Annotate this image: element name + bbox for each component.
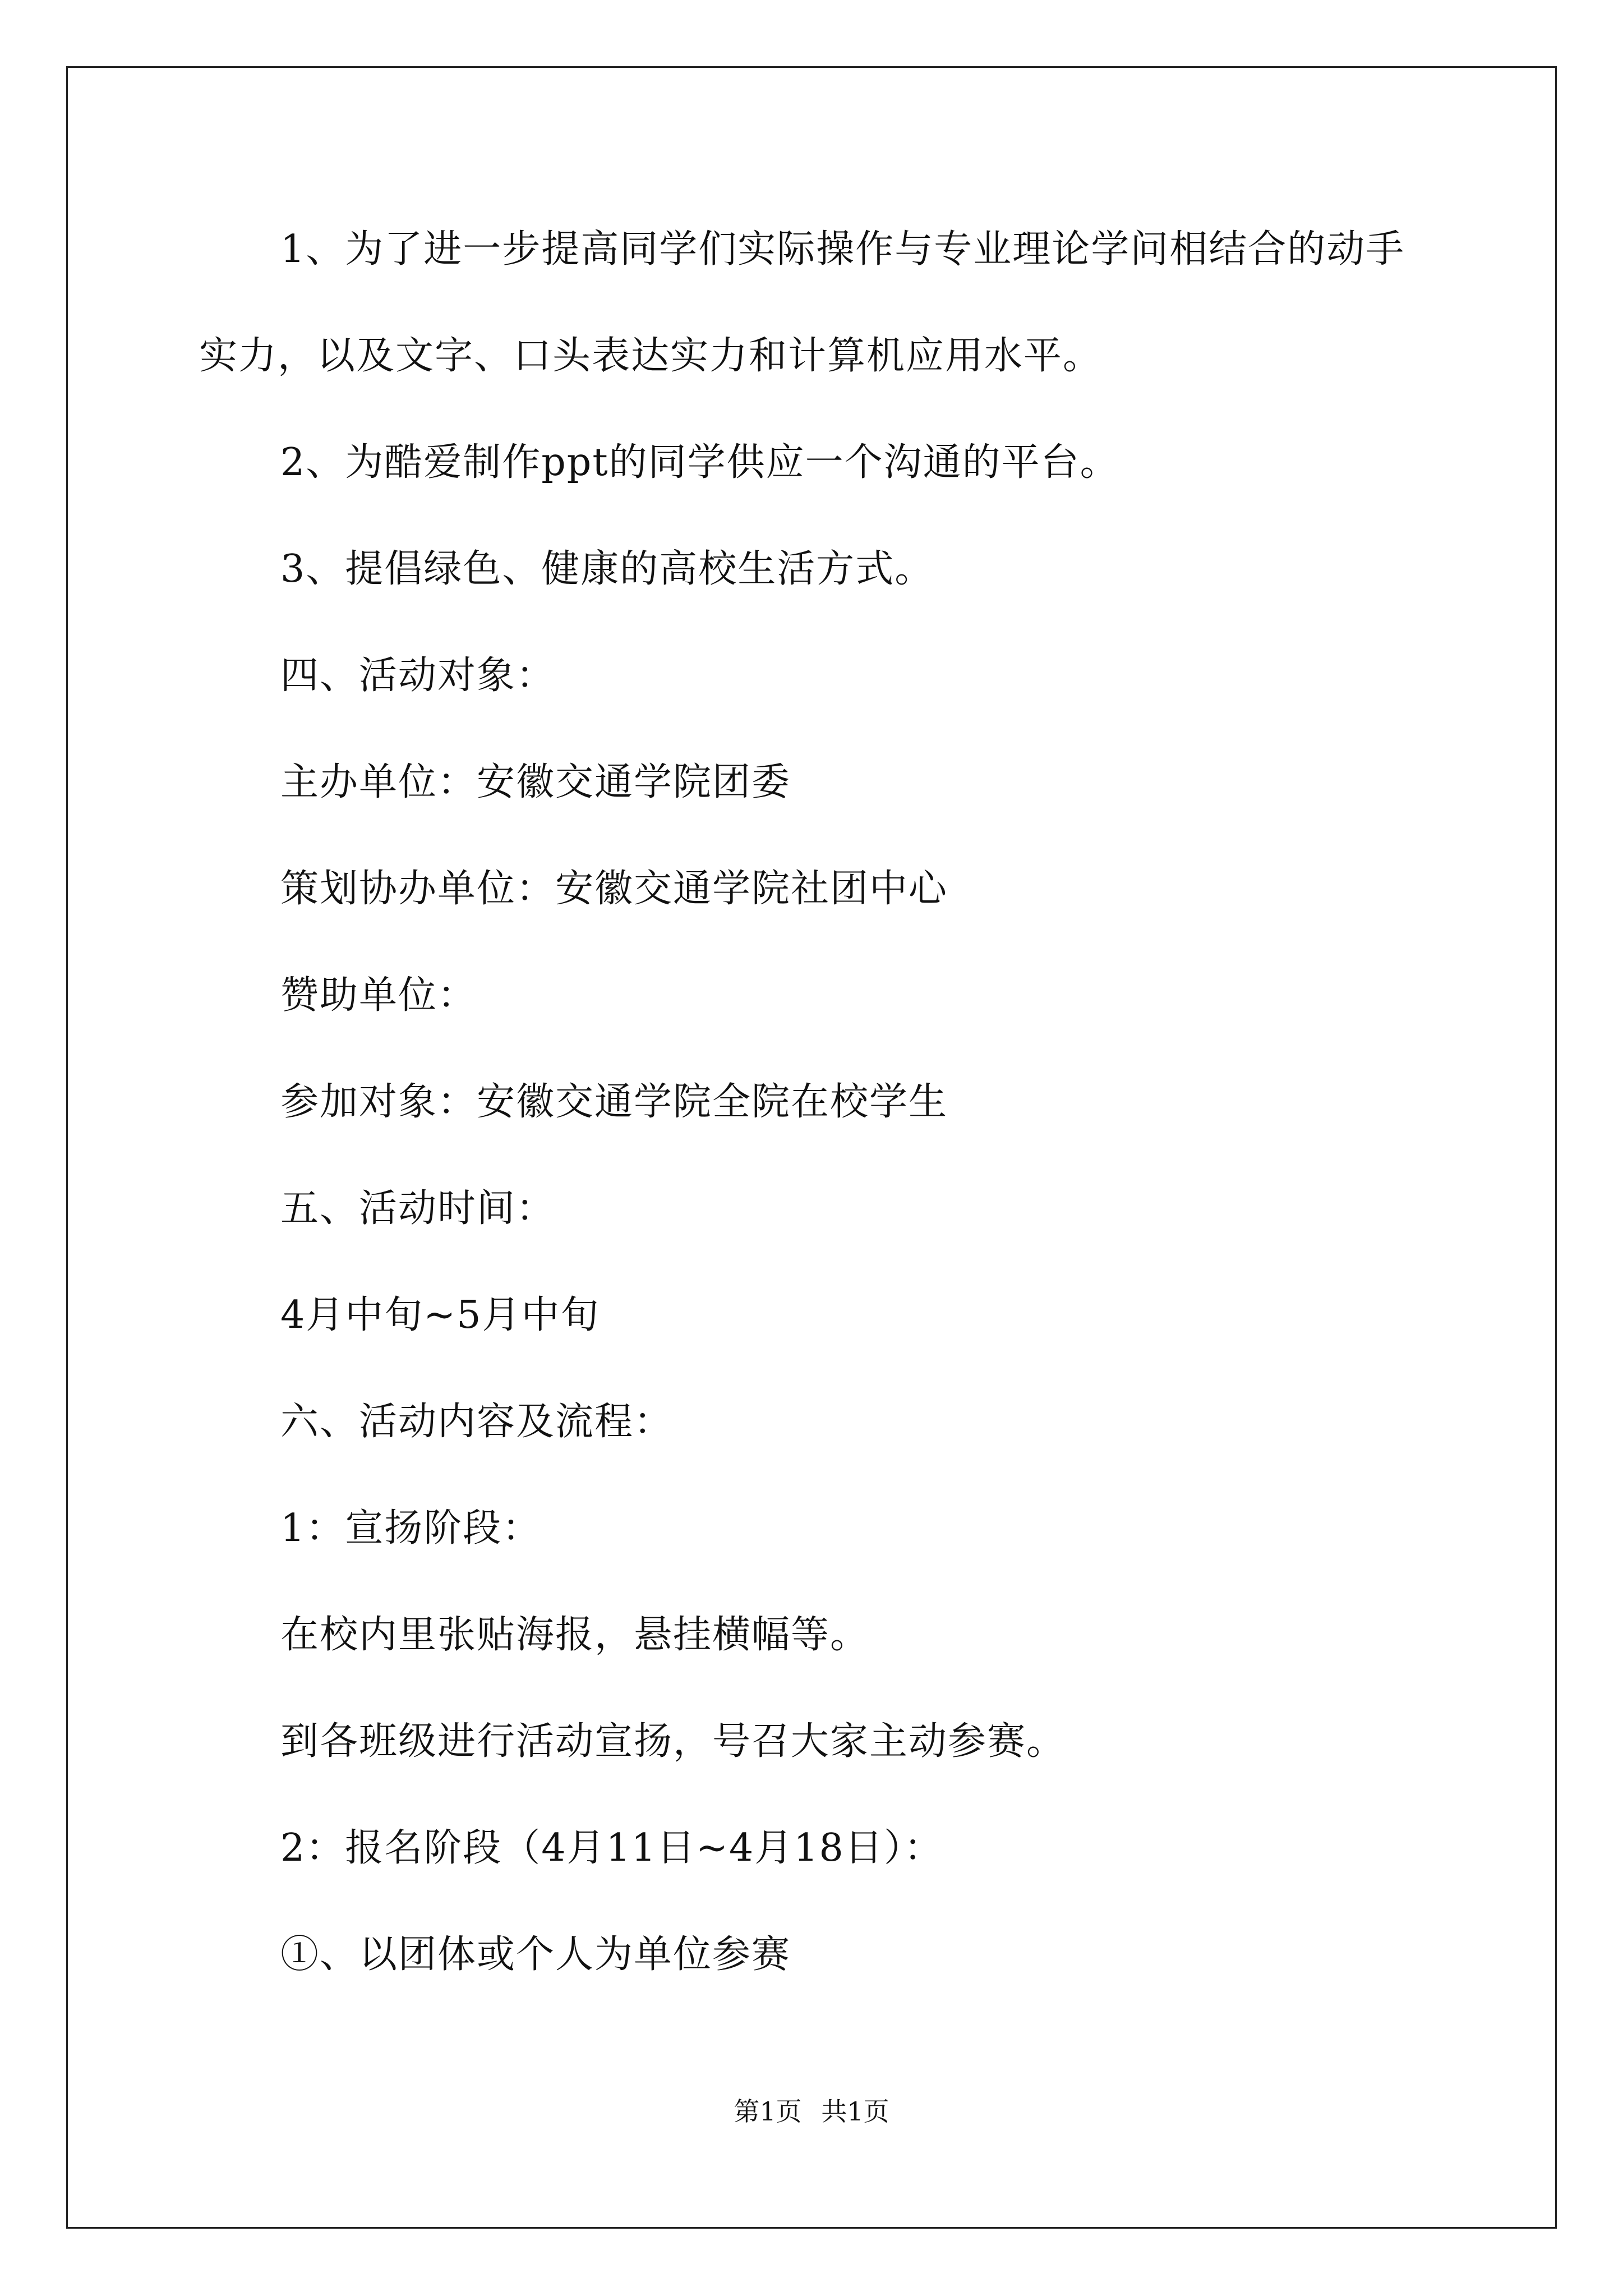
time-line: 4月中旬~5月中旬 [280,1293,600,1337]
stage-2-heading: 2：报名阶段（4月11日~4月18日）： [280,1826,943,1870]
stage-1-heading: 1：宣扬阶段： [280,1506,542,1550]
stage-2-item-1: ①、以团体或个人为单位参赛 [280,1932,791,1977]
paragraph-2: 2、为酷爱制作ppt的同学供应一个沟通的平台。 [280,440,1119,485]
participants-line: 参加对象：安徽交通学院全院在校学生 [280,1080,948,1124]
stage-1-item-1: 在校内里张贴海报，悬挂横幅等。 [280,1613,870,1657]
page-footer [0,2096,1623,2127]
paragraph-1-continued: 实力，以及文字、口头表达实力和计算机应用水平。 [199,334,1103,378]
paragraph-1: 1、为了进一步提高同学们实际操作与专业理论学问相结合的动手 [280,227,1405,272]
section-heading-objects: 四、活动对象： [280,654,556,698]
co-organizer-line: 策划协办单位：安徽交通学院社团中心 [280,867,948,911]
section-heading-content: 六、活动内容及流程： [280,1400,674,1444]
page-total: 共1页 [821,2096,889,2127]
sponsor-line: 赞助单位： [280,973,477,1018]
page-border [66,66,1557,2229]
stage-1-item-2: 到各班级进行活动宣扬，号召大家主动参赛。 [280,1719,1066,1764]
organizer-line: 主办单位：安徽交通学院团委 [280,760,791,804]
paragraph-3: 3、提倡绿色、健康的高校生活方式。 [280,547,934,591]
section-heading-time: 五、活动时间： [280,1186,556,1231]
page-number: 第1页 [734,2096,802,2127]
